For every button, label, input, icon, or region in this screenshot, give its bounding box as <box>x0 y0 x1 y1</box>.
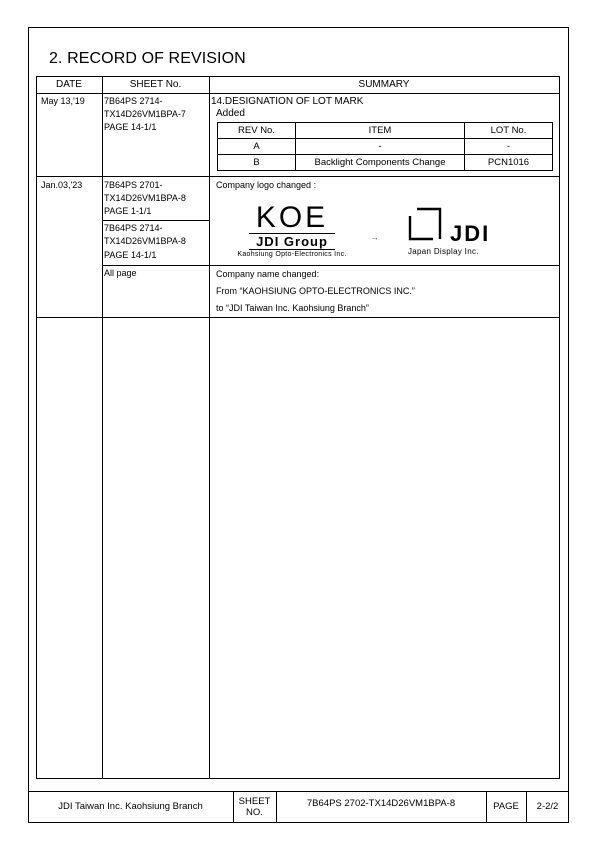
name-change-to: to “JDI Taiwan Inc. Kaohsiung Branch” <box>216 303 369 313</box>
row1-sheet-line3: PAGE 14-1/1 <box>104 122 157 132</box>
header-bottom-border <box>36 93 560 94</box>
row1-sheet-line1: 7B64PS 2714- <box>104 96 163 106</box>
lot-cell-lot: PCN1016 <box>465 155 553 171</box>
row2-date: Jan.03,'23 <box>41 180 83 190</box>
row2-sheet-a-line1: 7B64PS 2701- <box>104 180 163 190</box>
table-row <box>218 155 553 171</box>
footer-top-border <box>28 791 569 792</box>
lot-cell-item: - <box>296 139 465 155</box>
row1-date: May 13,'19 <box>41 96 85 106</box>
row1-sheet-line2: TX14D26VM1BPA-7 <box>104 109 186 119</box>
jdi-logo-sub: Japan Display Inc. <box>408 247 479 256</box>
row1-summary-sub: Added <box>216 108 245 119</box>
row1-summary-title: 14.DESIGNATION OF LOT MARK <box>211 96 364 107</box>
table-right-border <box>559 76 560 779</box>
jdi-logo-mark <box>408 207 442 241</box>
lot-cell-lot: - <box>465 139 553 155</box>
footer-sheet-label <box>233 796 276 818</box>
header-sheet: SHEET No. <box>129 79 182 90</box>
footer-company: JDI Taiwan Inc. Kaohsiung Branch <box>58 801 203 812</box>
name-change-from: From “KAOHSIUNG OPTO-ELECTRONICS INC.” <box>216 286 415 296</box>
row2-bottom-border <box>36 317 560 318</box>
row2-sheet-b-line2: TX14D26VM1BPA-8 <box>104 236 186 246</box>
lot-header-lot: LOT No. <box>465 123 553 139</box>
row2-sheet-a-line3: PAGE 1-1/1 <box>104 206 152 216</box>
footer-sheet-label-2: NO. <box>246 807 263 818</box>
lot-cell-rev: A <box>218 139 296 155</box>
section-title: 2. RECORD OF REVISION <box>49 50 246 67</box>
table-row <box>218 139 553 155</box>
row2-sheet-c: All page <box>104 268 137 278</box>
table-left-border <box>36 76 37 779</box>
sheet-column-border <box>209 76 210 779</box>
lot-mark-table <box>217 122 553 171</box>
table-bottom-border <box>36 778 560 779</box>
koe-logo-sub: Kaohsiung Opto-Electronics Inc. <box>237 251 347 258</box>
row2-sheet-b-line3: PAGE 14-1/1 <box>104 250 157 260</box>
row2-sheet-a-line2: TX14D26VM1BPA-8 <box>104 193 186 203</box>
koe-logo <box>220 203 364 259</box>
header-summary: SUMMARY <box>358 79 410 90</box>
row2-sheet-b-line1: 7B64PS 2714- <box>104 223 163 233</box>
name-change-note: Company name changed: <box>216 269 320 279</box>
header-date: DATE <box>56 79 82 90</box>
table-top-border <box>36 76 560 77</box>
logo-change-note: Company logo changed : <box>216 180 317 190</box>
sheet-divider-2 <box>102 265 560 266</box>
footer-page-no: 2-2/2 <box>536 801 559 812</box>
jdi-logo-main: JDI <box>450 221 491 246</box>
lot-header-item: ITEM <box>296 123 465 139</box>
footer-page-label: PAGE <box>493 801 519 812</box>
footer-sheet-no: 7B64PS 2702-TX14D26VM1BPA-8 <box>306 798 456 809</box>
arrow-icon: → <box>370 232 379 242</box>
footer-sheet-label-1: SHEET <box>238 796 271 807</box>
lot-cell-rev: B <box>218 155 296 171</box>
koe-logo-main: KOE <box>255 201 329 234</box>
date-column-border <box>102 76 103 779</box>
koe-logo-group: JDI Group <box>256 234 328 249</box>
row1-bottom-border <box>36 176 560 177</box>
lot-cell-item: Backlight Components Change <box>296 155 465 171</box>
lot-table-header-row <box>218 123 553 139</box>
sheet-divider-1 <box>102 220 209 221</box>
lot-header-rev: REV No. <box>218 123 296 139</box>
